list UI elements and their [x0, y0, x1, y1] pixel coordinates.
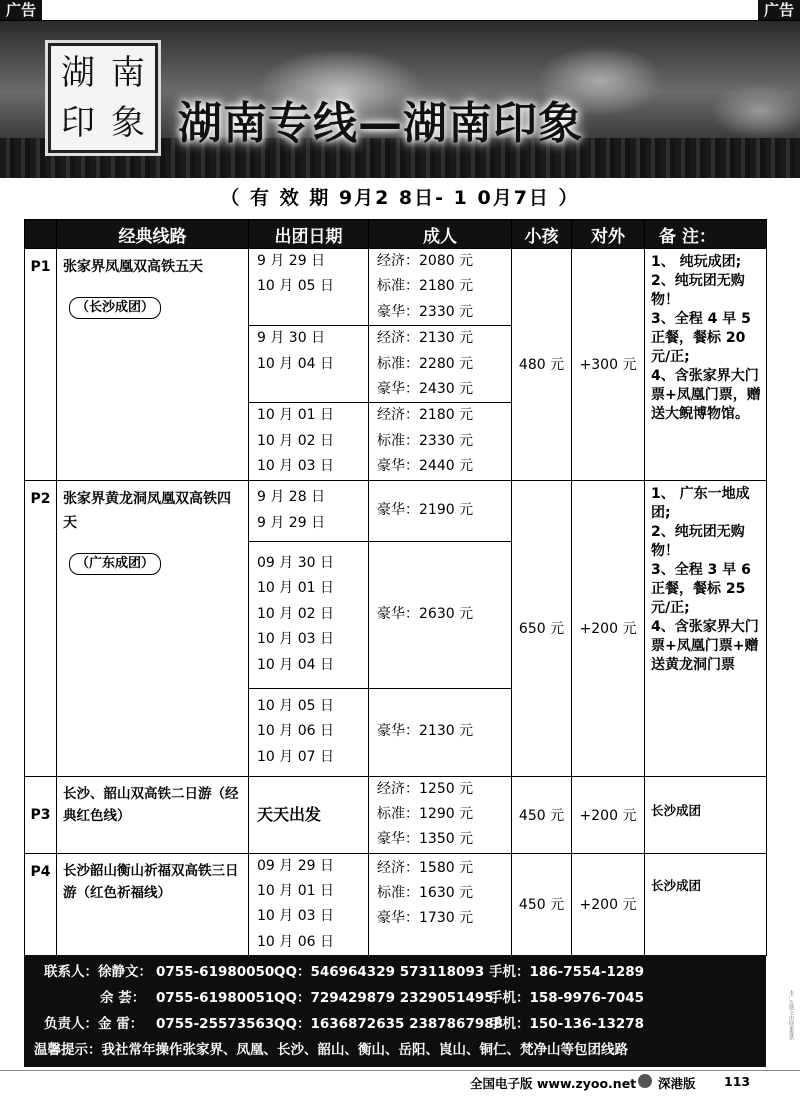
bottom-rule [0, 1070, 800, 1071]
logo-char: 象 [111, 103, 145, 143]
child-price: 480 元 [512, 249, 572, 481]
table-row [25, 480, 767, 541]
date: 10 月 03 日 [257, 458, 334, 475]
outside-price: +200 元 [572, 853, 645, 956]
contact-row [24, 987, 766, 1009]
note-line: 1、 纯玩成团; [651, 254, 742, 270]
price: 经济：1250 元 [377, 780, 474, 797]
header-child: 小孩 [512, 220, 572, 249]
date: 09 月 30 日 [257, 555, 334, 572]
contact-row [24, 1013, 766, 1035]
date: 10 月 04 日 [257, 656, 334, 673]
contact-tel: 0755-61980050 [156, 964, 275, 980]
date: 天天出发 [257, 804, 322, 824]
price: 标准：2280 元 [377, 355, 474, 372]
route-notes [645, 776, 767, 853]
route-code-text: P3 [30, 806, 51, 823]
adult-price-cell [369, 326, 512, 403]
banner [0, 21, 800, 178]
route-name: 张家界凤凰双高铁五天 [63, 259, 203, 275]
note-line: 2、纯玩团无购物！ [651, 523, 745, 559]
route-notes [645, 853, 767, 956]
header-note: 备 注： [645, 220, 767, 249]
contact-qq: QQ：729429879 2329051495 [274, 990, 494, 1006]
page-number: 113 [724, 1074, 751, 1089]
route-notes [645, 249, 767, 481]
route-name-cell [57, 853, 249, 956]
child-price: 650 元 [512, 480, 572, 776]
price: 豪华：2630 元 [377, 605, 474, 622]
note-line: 3、全程 4 早 5 正餐，餐标 20 元/正; [651, 311, 751, 365]
ad-tag-left: 广告 [0, 0, 42, 20]
adult-price-cell [369, 776, 512, 853]
note-line: 长沙成团 [651, 877, 702, 893]
price: 豪华：2430 元 [377, 380, 474, 397]
header-dates: 出团日期 [249, 220, 369, 249]
adult-price-cell [369, 853, 512, 956]
price: 经济：2130 元 [377, 330, 474, 347]
table-row [25, 776, 767, 853]
route-origin: （长沙成团） [69, 297, 161, 319]
footer-edition: 全国电子版 www.zyoo.net [470, 1076, 637, 1091]
date: 9 月 30 日 [257, 330, 326, 347]
date: 9 月 29 日 [257, 253, 326, 269]
route-origin: （广东成团） [69, 553, 161, 575]
price: 豪华：1350 元 [377, 831, 474, 848]
dates-cell [249, 688, 369, 776]
contact-mobile: 手机：150-136-13278 [489, 1016, 645, 1032]
contact-panel [24, 955, 766, 1067]
date: 10 月 03 日 [257, 908, 334, 925]
header-route: 经典线路 [57, 220, 249, 249]
dates-cell [249, 776, 369, 853]
adult-price-cell [369, 249, 512, 326]
route-name: 张家界黄龙洞凤凰双高铁四天 [63, 490, 231, 531]
route-code: P4 [25, 853, 57, 956]
logo-char: 湖 [61, 53, 95, 93]
contact-role: 余 荟： [100, 990, 146, 1006]
table-header [25, 220, 767, 249]
table-row [25, 249, 767, 326]
contact-qq: QQ：546964329 573118093 [274, 964, 485, 980]
outside-price: +300 元 [572, 249, 645, 481]
dates-cell [249, 403, 369, 480]
note-line: 3、全程 3 早 6 正餐，餐标 25 元/正; [651, 561, 751, 616]
outside-price: +200 元 [572, 480, 645, 776]
date: 09 月 29 日 [257, 857, 334, 874]
date: 9 月 29 日 [257, 514, 326, 531]
dates-cell [249, 326, 369, 403]
price: 豪华：2130 元 [377, 723, 474, 740]
date: 10 月 02 日 [257, 432, 334, 449]
contact-tel: 0755-25573563 [156, 1016, 275, 1032]
outside-price: +200 元 [572, 776, 645, 853]
price: 标准：2180 元 [377, 278, 474, 295]
contact-role: 联系人：徐静文： [44, 964, 152, 980]
price: 豪华：2440 元 [377, 458, 474, 475]
side-note: 本广告图文由商家提供 [788, 990, 794, 1040]
dates-cell [249, 480, 369, 541]
price: 经济：2180 元 [377, 407, 474, 424]
header-code [25, 220, 57, 249]
note-line: 长沙成团 [651, 802, 702, 818]
logo-char: 印 [61, 103, 95, 143]
contact-tel: 0755-61980051 [156, 990, 275, 1006]
price: 标准：2330 元 [377, 432, 474, 449]
route-name: 长沙、韶山双高铁二日游（经典红色线） [63, 785, 239, 824]
banner-title: 湖南专线—湖南印象 [178, 98, 583, 149]
note-line: 2、纯玩团无购物！ [651, 273, 745, 308]
route-name-cell [57, 480, 249, 776]
logo-char: 南 [111, 53, 145, 93]
price: 豪华：1730 元 [377, 910, 474, 927]
date: 10 月 06 日 [257, 723, 334, 740]
contact-qq: QQ：1636872635 2387867988 [274, 1016, 504, 1032]
route-name-cell [57, 776, 249, 853]
date: 10 月 04 日 [257, 355, 334, 372]
date: 10 月 05 日 [257, 697, 334, 714]
route-name: 长沙韶山衡山祈福双高铁三日游（红色祈福线） [63, 862, 239, 901]
price-table [24, 219, 767, 956]
adult-price-cell [369, 480, 512, 541]
price: 经济：1580 元 [377, 859, 474, 876]
dates-cell [249, 541, 369, 688]
price: 经济：2080 元 [377, 253, 474, 269]
date: 10 月 01 日 [257, 407, 334, 424]
adult-price-cell [369, 688, 512, 776]
dates-cell [249, 249, 369, 326]
contact-role: 负责人：金 雷： [44, 1016, 144, 1032]
date: 10 月 06 日 [257, 933, 334, 950]
contact-mobile: 手机：186-7554-1289 [489, 964, 645, 980]
footer-region: 深港版 [658, 1076, 696, 1091]
price: 豪华：2190 元 [377, 501, 474, 518]
adult-price-cell [369, 403, 512, 480]
date: 10 月 01 日 [257, 580, 334, 597]
ad-tag-right: 广告 [758, 0, 800, 20]
dates-cell [249, 853, 369, 956]
header-outside: 对外 [572, 220, 645, 249]
brand-circle-icon [638, 1074, 652, 1088]
contact-mobile: 手机：158-9976-7045 [489, 990, 645, 1006]
route-notes [645, 480, 767, 776]
table-row [25, 853, 767, 956]
price: 标准：1630 元 [377, 885, 474, 902]
date: 9 月 28 日 [257, 489, 326, 506]
date: 10 月 02 日 [257, 605, 334, 622]
route-code: P1 [25, 249, 57, 481]
validity-period: （ 有 效 期 9月2 8日- 1 0月7日 ） [220, 187, 580, 209]
date: 10 月 05 日 [257, 278, 334, 295]
note-line: 4、含张家界大门票+凤凰门票+赠送黄龙洞门票 [651, 618, 759, 673]
route-name-cell [57, 249, 249, 481]
note-line: 4、含张家界大门票+凤凰门票，赠送大鲵博物馆。 [651, 368, 761, 422]
header-adult: 成人 [369, 220, 512, 249]
contact-row [24, 961, 766, 983]
route-code [25, 776, 57, 853]
child-price: 450 元 [512, 776, 572, 853]
date: 10 月 07 日 [257, 748, 334, 765]
date: 10 月 03 日 [257, 631, 334, 648]
child-price: 450 元 [512, 853, 572, 956]
route-code: P2 [25, 480, 57, 776]
price: 豪华：2330 元 [377, 303, 474, 320]
tip: 温馨提示：我社常年操作张家界、凤凰、长沙、韶山、衡山、岳阳、崀山、铜仁、梵净山等包团线路 [34, 1042, 628, 1058]
date: 10 月 01 日 [257, 883, 334, 900]
note-line: 1、 广东一地成团; [651, 485, 750, 521]
brand-logo [48, 43, 158, 153]
adult-price-cell [369, 541, 512, 688]
price: 标准：1290 元 [377, 805, 474, 822]
